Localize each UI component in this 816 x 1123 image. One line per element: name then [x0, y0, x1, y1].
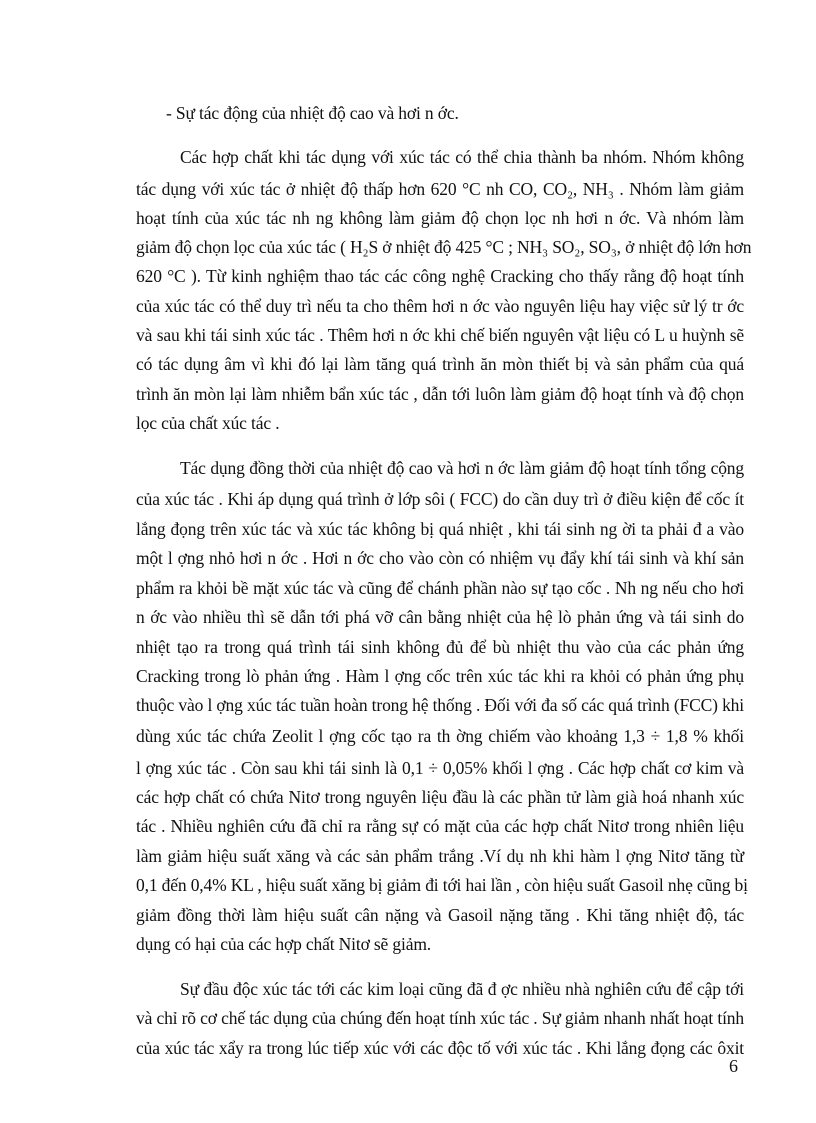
text-line: giảm độ chọn lọc của xúc tác ( H₂S ở nhiệt độ 425 °C ; NH₃ SO₂, SO₃, ở nhiệt độ lớn hơn — [136, 237, 752, 257]
text-line: phẩm ra khỏi bề mặt xúc tác và cũng để chánh phần nào sự tạo cốc . Nh ng nếu cho hơi — [136, 578, 744, 598]
text-line: của xúc tác xẩy ra trong lúc tiếp xúc với các độc tố với xúc tác . Khi lắng đọng các ôxit — [136, 1038, 744, 1058]
text-line: một l ợng nhỏ hơi n ớc . Hơi n ớc cho vào còn có nhiệm vụ đẩy khí tái sinh và khí sản — [136, 548, 744, 568]
text-line: có tác dụng âm vì khi đó lại làm tăng quá trình ăn mòn thiết bị và sản phẩm của quá — [136, 354, 744, 374]
text-line: l ợng xúc tác . Còn sau khi tái sinh là 0,1 ÷ 0,05% khối l ợng . Các hợp chất cơ kim và — [136, 758, 744, 778]
text-line: hoạt tính của xúc tác nh ng không làm giảm độ chọn lọc nh hơi n ớc. Và nhóm làm — [136, 208, 744, 228]
text-line: Sự đầu độc xúc tác tới các kim loại cũng đã đ ợc nhiều nhà nghiên cứu để cập tới — [180, 979, 744, 999]
text-line: trình ăn mòn lại làm nhiễm bẩn xúc tác , dẫn tới luôn làm giảm độ hoạt tính và độ chọn — [136, 384, 744, 404]
text-line: n ớc vào nhiều thì sẽ dẫn tới phá vỡ cân bằng nhiệt của hệ lò phản ứng và tái sinh do — [136, 607, 744, 627]
text-line: dùng xúc tác chứa Zeolit l ợng cốc tạo ra th ờng chiếm vào khoảng 1,3 ÷ 1,8 % khối — [136, 726, 744, 746]
text-line: các hợp chất có chứa Nitơ trong nguyên liệu đầu là các phần tử làm già hoá nhanh xúc — [136, 787, 744, 807]
bullet-line: - Sự tác động của nhiệt độ cao và hơi n ớc. — [166, 103, 459, 123]
text-line: 620 °C ). Từ kinh nghiệm thao tác các công nghệ Cracking cho thấy rằng độ hoạt tính — [136, 266, 744, 286]
text-line: lọc của chất xúc tác . — [136, 413, 280, 433]
text-line: Cracking trong lò phản ứng . Hàm l ợng cốc trên xúc tác khi ra khỏi có phản ứng phụ — [136, 666, 744, 686]
text-line: tác dụng với xúc tác ở nhiệt độ thấp hơn 620 °C nh CO, CO₂, NH₃ . Nhóm làm giảm — [136, 179, 744, 199]
text-line: thuộc vào l ợng xúc tác tuần hoàn trong hệ thống . Đối với đa số các quá trình (FCC) khi — [136, 695, 744, 715]
text-line: làm giảm hiệu suất xăng và các sản phẩm trắng .Ví dụ nh khi hàm l ợng Nitơ tăng từ — [136, 846, 744, 866]
text-line: và sau khi tái sinh xúc tác . Thêm hơi n ớc khi chế biến nguyên vật liệu có L u huỳnh sẽ — [136, 325, 744, 345]
text-line: 0,1 đến 0,4% KL , hiệu suất xăng bị giảm đi tới hai lần , còn hiệu suất Gasoil nhẹ cũng bị — [136, 875, 748, 895]
text-line: lắng đọng trên xúc tác và xúc tác không bị quá nhiệt , khi tái sinh ng ời ta phải đ a vào — [136, 519, 744, 539]
text-line: của xúc tác có thể duy trì nếu ta cho thêm hơi n ớc vào nguyên liệu hay việc sử lý tr ớc — [136, 296, 744, 316]
text-line: nhiệt tạo ra trong quá trình tái sinh không đủ để bù nhiệt thu vào của các phản ứng — [136, 637, 744, 657]
text-line: tác . Nhiều nghiên cứu đã chỉ ra rằng sự có mặt của các hợp chất Nitơ trong nhiên liệu — [136, 816, 744, 836]
text-line: giảm đồng thời làm hiệu suất cân nặng và Gasoil nặng tăng . Khi tăng nhiệt độ, tác — [136, 905, 744, 925]
text-line: của xúc tác . Khi áp dụng quá trình ở lớp sôi ( FCC) do cần duy trì ở điều kiện để cốc ít — [136, 489, 744, 509]
text-line: và chỉ rõ cơ chế tác dụng của chúng đến hoạt tính xúc tác . Sự giảm nhanh nhất hoạt tính — [136, 1008, 744, 1028]
text-line: Tác dụng đồng thời của nhiệt độ cao và hơi n ớc làm giảm độ hoạt tính tổng cộng — [180, 458, 744, 478]
page-number: 6 — [729, 1056, 738, 1076]
text-line: dụng có hại của các hợp chất Nitơ sẽ giảm. — [136, 934, 432, 954]
text-line: Các hợp chất khi tác dụng với xúc tác có thể chia thành ba nhóm. Nhóm không — [180, 147, 744, 167]
